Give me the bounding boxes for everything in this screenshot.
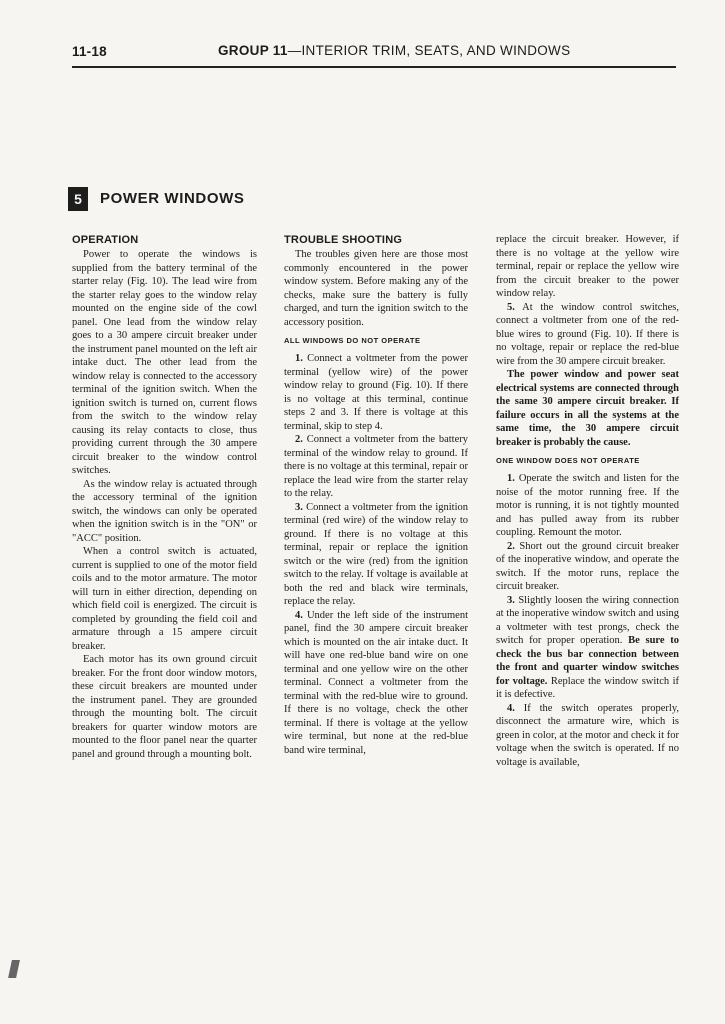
all-windows-subheading: ALL WINDOWS DO NOT OPERATE bbox=[284, 336, 421, 345]
page-number: 11-18 bbox=[72, 44, 107, 59]
operation-paragraph: Each motor has its own ground circuit breaker. For the front door window motors, these circuit breakers are mounted under the instrument panel. They are grounded through the mounting bolt. The circuit breakers for quarter window motors are mounted to the floor panel near the quarter panel and ground through a mounting bolt. bbox=[72, 654, 257, 760]
trouble-step bbox=[496, 594, 679, 702]
step-text: Short out the ground circuit breaker of the inoperative window, and operate the switch. If the motor runs, replace the circuit breaker. bbox=[496, 540, 679, 592]
page-edge-mark bbox=[8, 960, 20, 978]
step-number: 5. bbox=[507, 301, 515, 313]
header-title-rest: —INTERIOR TRIM, SEATS, AND WINDOWS bbox=[287, 43, 571, 58]
step-number: 4. bbox=[507, 702, 515, 714]
step-text: Under the left side of the instrument panel, find the 30 ampere circuit breaker which is mounted on the air intake duct. It will have one red-blue band wire on one terminal and one yellow wire on the other terminal. Connect a voltmeter from the terminal with the red-blue wire to ground. If there is no voltage, check the other terminal. If there is voltage at the yellow wire terminal, but none at the red-blue band wire terminal, bbox=[284, 609, 468, 756]
operation-paragraph: Power to operate the windows is supplied from the battery terminal of the starter relay (Fig. 10). The lead wire from the starter relay goes to the window relay mounted on the engine side of the cowl panel. One lead from the window relay goes to a 30 ampere circuit breaker under the instrument panel mounted on the left air intake duct. The other lead from the window relay is connected to the accessory terminal of the ignition switch. When the ignition switch is turned on, current flows from the switch to the window relay causing its relay contacts to close, thus providing current through the 30 ampere circuit breaker to the window control switches. bbox=[72, 249, 257, 476]
trouble-step bbox=[284, 352, 468, 433]
header-title bbox=[218, 43, 570, 58]
step-text: Connect a voltmeter from the battery terminal of the window relay to ground. If there is no voltage at this terminal, repair or replace the lead wire from the starter relay to the relay. bbox=[284, 434, 469, 499]
step-text: If the switch operates properly, disconnect the armature wire, which is green in color, at the motor and check it for voltage when the switch is operated. If no voltage is available, bbox=[496, 702, 680, 768]
trouble-step bbox=[284, 609, 468, 758]
step-number: 3. bbox=[295, 501, 303, 513]
section-number-badge: 5 bbox=[68, 187, 88, 211]
operation-heading: OPERATION bbox=[72, 234, 139, 246]
one-window-subheading: ONE WINDOW DOES NOT OPERATE bbox=[496, 456, 640, 465]
continued-text: replace the circuit breaker. However, if there is no voltage at the yellow wire terminal, repair or replace the yellow wire from the circuit breaker to the power window relay. bbox=[496, 234, 679, 299]
trouble-step bbox=[284, 433, 468, 501]
step-text: Slightly loosen the wiring connection at the inoperative window switch and using a voltmeter with test prongs, check the switch for proper operation. bbox=[496, 594, 680, 646]
trouble-step bbox=[284, 501, 468, 609]
step-bold-text: Be sure to check the bus bar connection between the front and quarter window switches for voltage. bbox=[496, 635, 680, 687]
column-operation bbox=[72, 233, 257, 761]
step-number: 4. bbox=[295, 609, 303, 621]
step-number: 2. bbox=[295, 434, 303, 445]
step-text: Replace the window switch if it is defective. bbox=[496, 675, 680, 700]
group-label: GROUP 11 bbox=[218, 43, 288, 58]
step-text: Connect a voltmeter from the ignition terminal (red wire) of the window relay to ground. If there is no voltage at this terminal, repair or replace the ignition switch or the wire (red) from the ignition switch to the relay. If voltage is available at both the red and black wire terminals, replace the relay. bbox=[284, 501, 469, 607]
section-title: POWER WINDOWS bbox=[100, 190, 245, 207]
trouble-step bbox=[496, 540, 679, 594]
operation-paragraph: When a control switch is actuated, current is supplied to one of the motor field coils and to the motor armature. The motor will turn in either direction, depending on which field coil is energized. The circuit is completed by grounding the field coil and armature through a 15 ampere circuit breaker. bbox=[72, 546, 257, 652]
step-number: 3. bbox=[507, 594, 515, 606]
step-number: 1. bbox=[295, 353, 303, 364]
trouble-intro: The troubles given here are those most commonly encountered in the power window system. Before making any of the checks, make sure the battery is fully charged, and turn the ignition switch to the accessory position. bbox=[284, 249, 468, 328]
circuit-breaker-note: The power window and power seat electrical systems are connected through the same 30 ampere circuit breaker. If failure occurs in all the systems at the same time, the 30 ampere circuit breaker is probably the cause. bbox=[496, 369, 679, 448]
page-header bbox=[72, 40, 676, 68]
step-number: 2. bbox=[507, 540, 515, 552]
operation-paragraph: As the window relay is actuated through the accessory terminal of the ignition switch, the windows can only be operated when the ignition switch is in the "ON" or "ACC" position. bbox=[72, 478, 257, 544]
trouble-step bbox=[496, 301, 679, 369]
step-text: Operate the switch and listen for the noise of the motor running free. If the motor is running, it is not tightly mounted and has pulled away from its rubber coupling. Remount the motor. bbox=[496, 473, 679, 538]
step-text: At the window control switches, connect a voltmeter from one of the red-blue wires to ground (Fig. 10). If there is no voltage, repair or replace the red-blue wire from the 30 ampere circuit breaker. bbox=[496, 301, 680, 367]
step-text: Connect a voltmeter from the power terminal (yellow wire) of the power window relay to ground (Fig. 10). If there is no voltage at this terminal, continue steps 2 and 3. If there is voltage at this terminal, skip to step 4. bbox=[284, 353, 468, 432]
step-number: 1. bbox=[507, 473, 515, 484]
trouble-step bbox=[496, 702, 679, 770]
column-continued bbox=[496, 233, 679, 769]
trouble-heading: TROUBLE SHOOTING bbox=[284, 234, 403, 246]
column-trouble-shooting bbox=[284, 233, 468, 757]
trouble-step bbox=[496, 472, 679, 540]
